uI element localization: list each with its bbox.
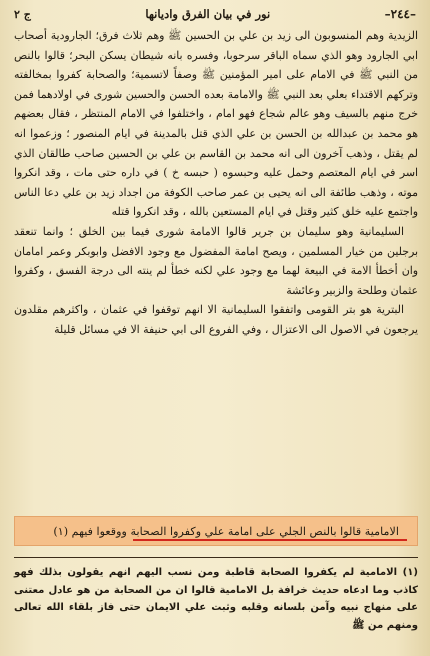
main-text [14, 26, 418, 340]
volume-label: ج ٢ [14, 7, 31, 21]
paragraph-zaydiyya: الزيدية وهم المنسوبون الى زيد بن علي بن الحسين ﷺ وهم ثلاث فرق؛ الجارودية أصحاب ابي الجارود وهو الذي سماه الباقر سرحوبا، وفسره بانه شيطان يسكن البحر؛ قالوا بالنص من النبي ﷺ في الامام على امير المؤمنين ﷺ وصفاً لاتسمية؛ والصحابة كفروا بمخالفته وتركهم الاقتداء بعلي بعد النبي ﷺ والامامة بعده الحسن والحسين شورى في اولادهما فمن خرج منهم بالسيف وهو عالم شجاع فهو امام ، واختلفوا في الامام المنتظر ، فقال بعضهم هو محمد بن عبدالله بن الحسن بن علي الذي قتل بالمدينة في ايام المنصور ؛ وزعموا انه لم يقتل ، وذهب آخرون الى انه محمد بن القاسم بن علي بن الحسين صاحب طالقان الذي اسر في ايام المعتصم وحمل عليه وحبسوه ( حبسه خ ) في داره حتى مات ، وقد انكروا موته ، وذهب طائفة الى انه يحيى بن عمر صاحب الكوفة من اجداد زيد بن علي دعا الناس واجتمع عليه خلق كثير وقتل في ايام المستعين بالله ، وقد انكروا قتله [14, 29, 418, 219]
footnote-divider [14, 557, 418, 558]
page-header [14, 6, 416, 22]
running-title: نور في بيان الفرق واديانها [145, 7, 271, 21]
red-underline [133, 539, 407, 541]
highlighted-text: الامامية قالوا بالنص الجلي على امامة علي وكفروا الصحابة ووقعوا فيهم (١) [53, 525, 399, 538]
footnote-text: (١) الامامية لم يكفروا الصحابة قاطبة ومن نسب اليهم انهم يقولون بذلك فهو كاذب وما ادعاه حديث خرافة بل الامامية قالوا ان من الصحابة من هو عادل معتنى على منهاج نبيه وآمن بلسانه وقلبه وثبت علي الايمان حتى فاز بلقاء الله تعالى ومنهم من ﷺ [14, 567, 418, 631]
footnote [14, 564, 418, 634]
page-number: –٢٤٤– [384, 7, 416, 21]
highlighted-line [14, 516, 418, 546]
paragraph-sulaymaniyya: السليمانية وهو سليمان بن جرير قالوا الامامة شورى فيما بين الخلق ؛ وانما تنعقد برجلين من خيار المسلمين ، ويصح امامة المفضول مع وجود الافضل وابوبكر وعمر امامان وان أخطأ الامة في البيعة لهما مع وجود علي لكنه خطأ لم ينته الى درجة الفسق ، وكفروا عثمان وطلحة والزبير وعائشة [14, 224, 418, 297]
paragraph-batriyya: البترية هو بتر القومى واتفقوا السليمانية الا انهم توقفوا في عثمان ، واكثرهم مقلدون يرجعون في الاصول الى الاعتزال ، وفي الفروع الى ابي حنيفة الا في مسائل قليلة [14, 303, 418, 336]
